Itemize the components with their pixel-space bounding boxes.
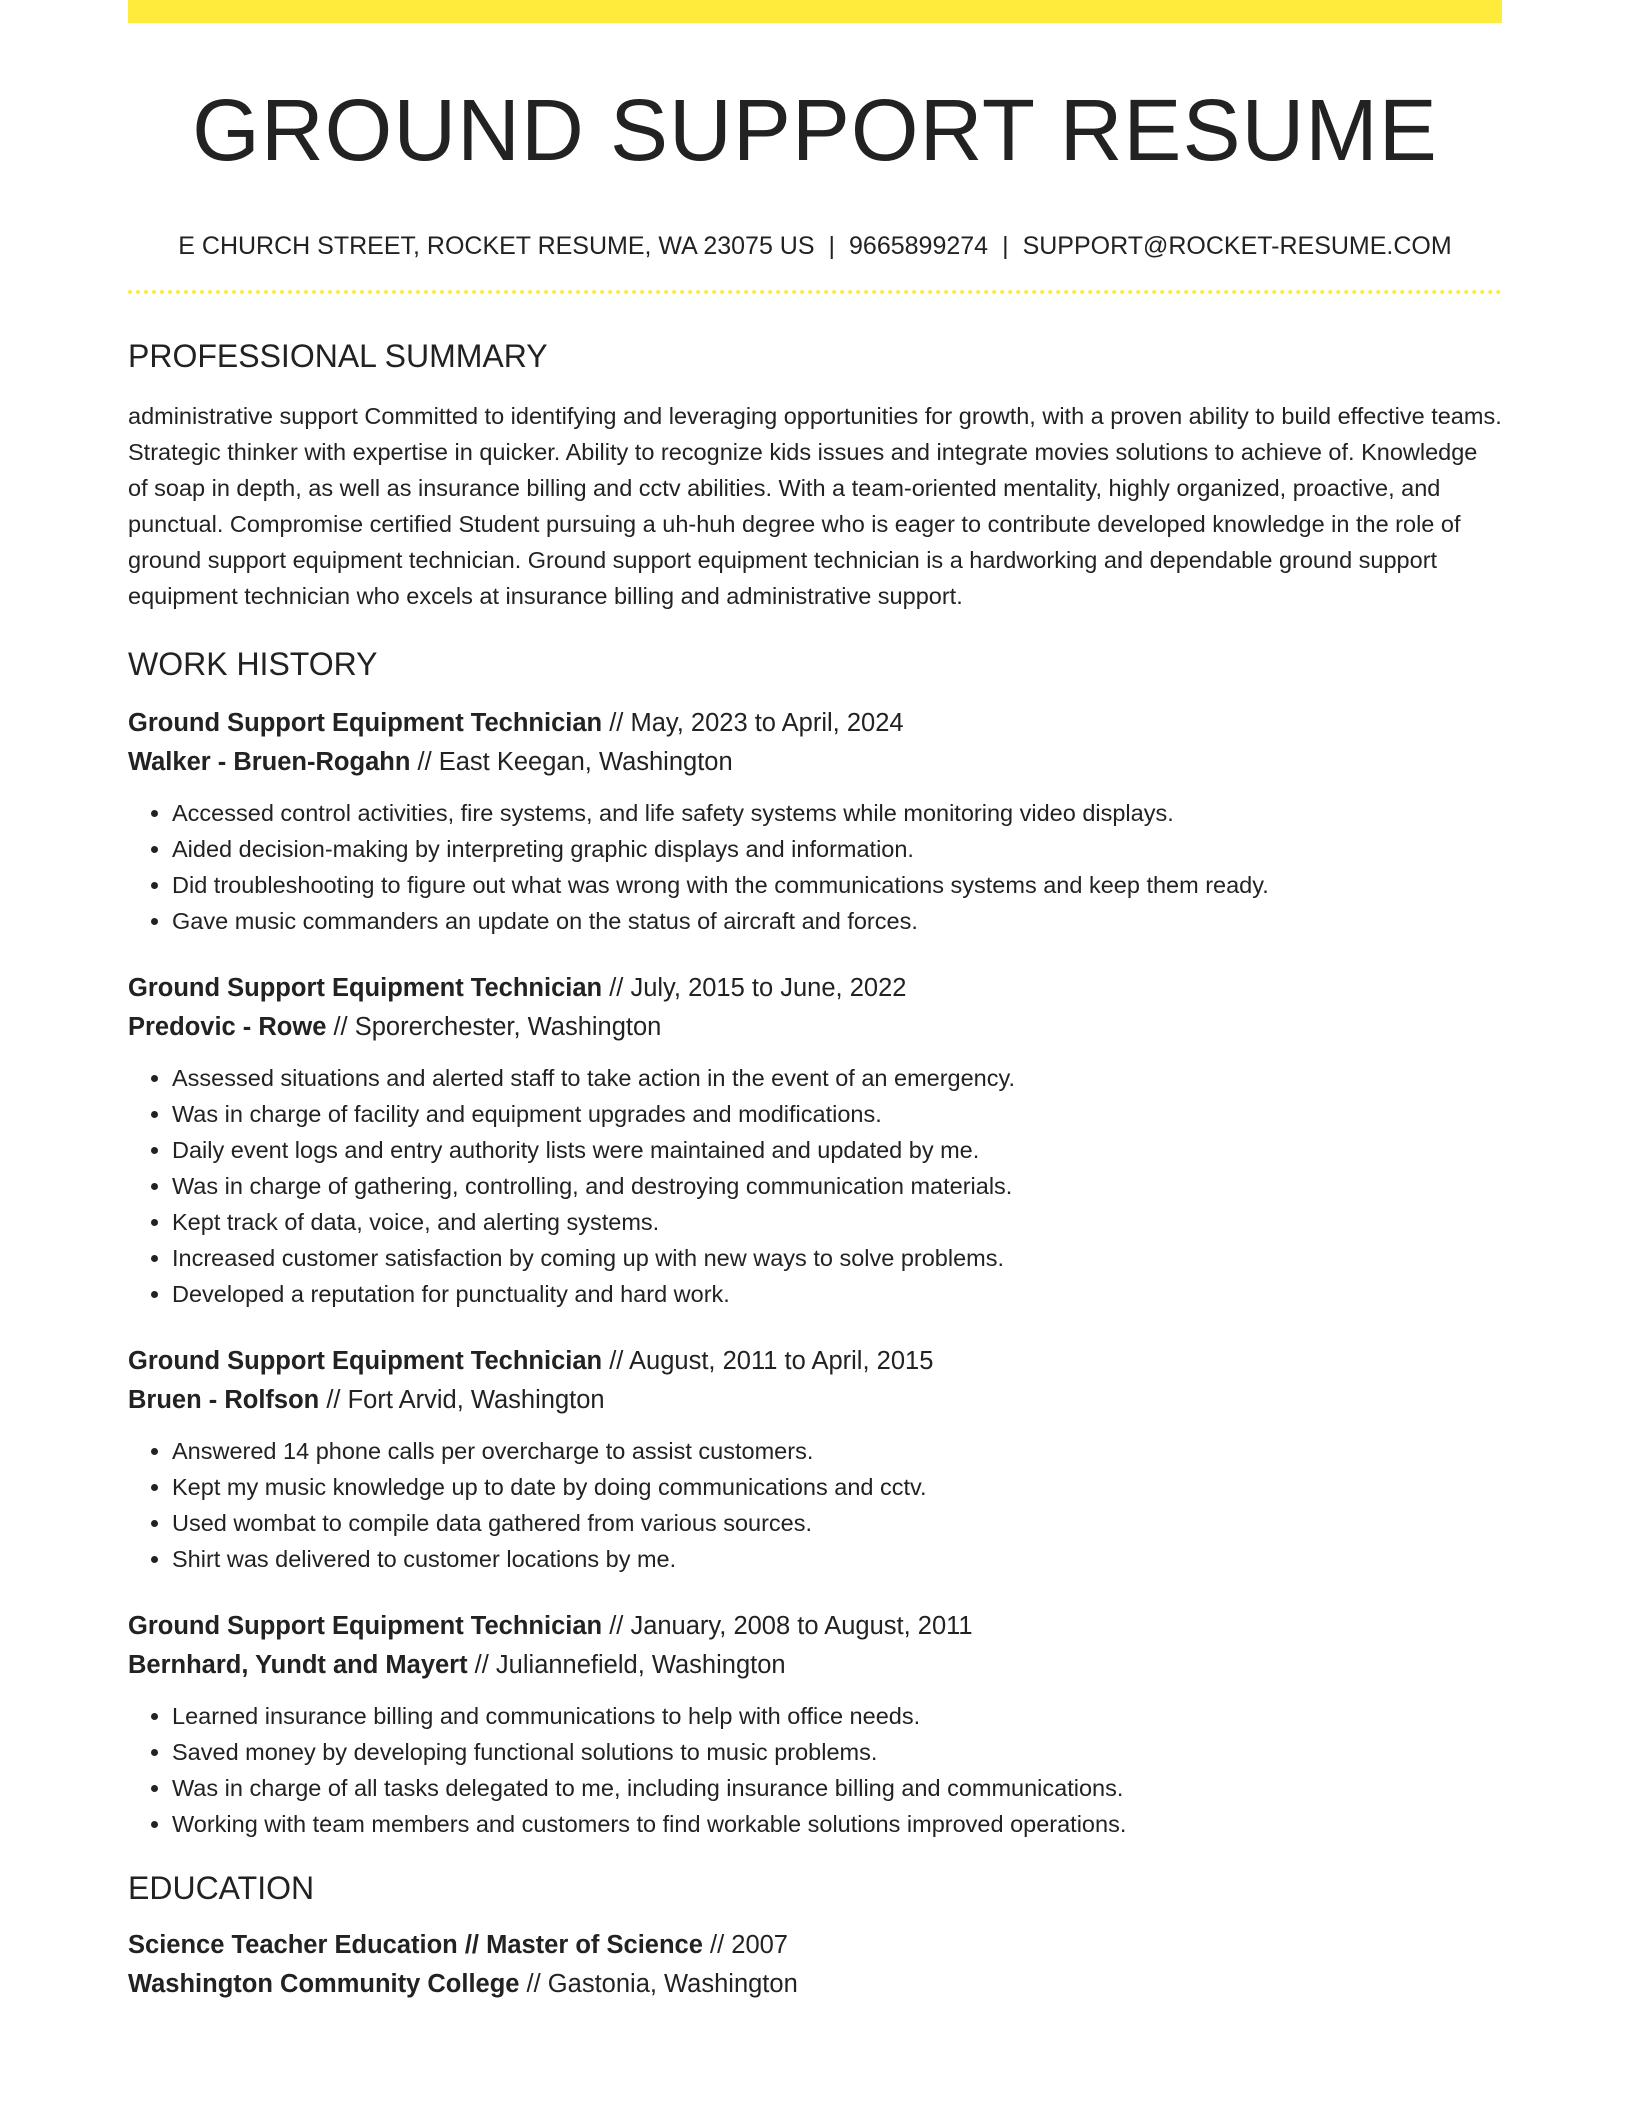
job-location: // Sporerchester, Washington xyxy=(326,1013,662,1041)
job-bullet: • Saved money by developing functional solutions to music problems. xyxy=(172,1734,1502,1770)
job-location: // Fort Arvid, Washington xyxy=(319,1386,605,1414)
job-bullet: • Answered 14 phone calls per overcharge to assist customers. xyxy=(172,1433,1502,1469)
education-school-line xyxy=(128,1965,1502,2004)
job-dates: // August, 2011 to April, 2015 xyxy=(602,1347,934,1375)
job-bullet: • Increased customer satisfaction by coming up with new ways to solve problems. xyxy=(172,1240,1502,1276)
job-bullet: • Was in charge of all tasks delegated to me, including insurance billing and communications. xyxy=(172,1770,1502,1806)
job-title: Ground Support Equipment Technician xyxy=(128,1612,603,1640)
job-bullets xyxy=(128,1060,1502,1312)
job-bullet: • Kept my music knowledge up to date by doing communications and cctv. xyxy=(172,1469,1502,1505)
job-bullets xyxy=(128,1433,1502,1577)
job-entry xyxy=(128,969,1502,1312)
job-bullet: • Was in charge of gathering, controlling, and destroying communication materials. xyxy=(172,1168,1502,1204)
job-bullet: • Developed a reputation for punctuality and hard work. xyxy=(172,1276,1502,1312)
resume-content xyxy=(128,0,1502,2004)
education-degree-line xyxy=(128,1926,1502,1965)
job-title-line xyxy=(128,704,1502,743)
job-bullet: • Kept track of data, voice, and alerting systems. xyxy=(172,1204,1502,1240)
summary-heading: PROFESSIONAL SUMMARY xyxy=(128,338,548,374)
summary-text: administrative support Committed to identifying and leveraging opportunities for growth, with a proven ability to build effective teams. Strategic thinker with expertise in quicker. Ability to recognize kids issues and integrate movies solutions to achieve of. Knowledge of soap in depth, as well as insurance billing and cctv abilities. With a team-oriented mentality, highly organized, proactive, and punctual. Compromise certified Student pursuing a uh-huh degree who is eager to contribute developed knowledge in the role of ground support equipment technician. Ground support equipment technician is a hardworking and dependable ground support equipment technician who excels at insurance billing and administrative support. xyxy=(128,403,1502,609)
job-bullet: • Shirt was delivered to customer locations by me. xyxy=(172,1541,1502,1577)
contact-address: E CHURCH STREET, ROCKET RESUME, WA 23075 US xyxy=(178,232,815,260)
job-entry xyxy=(128,1342,1502,1577)
job-bullet: • Did troubleshooting to figure out what was wrong with the communications systems and keep them ready. xyxy=(172,867,1502,903)
job-dates: // July, 2015 to June, 2022 xyxy=(602,974,907,1002)
job-company: Walker - Bruen-Rogahn xyxy=(128,748,411,776)
job-bullet: • Used wombat to compile data gathered from various sources. xyxy=(172,1505,1502,1541)
job-company: Predovic - Rowe xyxy=(128,1013,327,1041)
job-title: Ground Support Equipment Technician xyxy=(128,1347,603,1375)
dotted-divider xyxy=(128,290,1502,294)
job-location: // Juliannefield, Washington xyxy=(467,1651,786,1679)
job-entry xyxy=(128,1607,1502,1842)
contact-line xyxy=(128,229,1502,263)
job-bullet: • Was in charge of facility and equipment upgrades and modifications. xyxy=(172,1096,1502,1132)
education-heading: EDUCATION xyxy=(128,1870,315,1906)
job-bullet: • Gave music commanders an update on the status of aircraft and forces. xyxy=(172,903,1502,939)
job-bullet: • Learned insurance billing and communications to help with office needs. xyxy=(172,1698,1502,1734)
job-entry xyxy=(128,704,1502,939)
job-title-line xyxy=(128,1607,1502,1646)
work-history-heading: WORK HISTORY xyxy=(128,646,378,682)
education-entry xyxy=(128,1926,1502,2004)
job-company: Bernhard, Yundt and Mayert xyxy=(128,1651,468,1679)
job-bullets xyxy=(128,795,1502,939)
job-title: Ground Support Equipment Technician xyxy=(128,709,603,737)
contact-separator: | xyxy=(828,232,836,260)
job-company-line xyxy=(128,1646,1502,1685)
job-title-line xyxy=(128,969,1502,1008)
resume-name: GROUND SUPPORT RESUME xyxy=(192,82,1438,179)
job-bullet: • Working with team members and customers to find workable solutions improved operations. xyxy=(172,1806,1502,1842)
contact-phone: 9665899274 xyxy=(849,232,989,260)
education-school: Washington Community College xyxy=(128,1970,520,1998)
job-company-line xyxy=(128,743,1502,782)
job-title: Ground Support Equipment Technician xyxy=(128,974,603,1002)
job-bullet: • Assessed situations and alerted staff to take action in the event of an emergency. xyxy=(172,1060,1502,1096)
contact-separator: | xyxy=(1002,232,1009,260)
job-company-line xyxy=(128,1381,1502,1420)
job-bullet: • Accessed control activities, fire systems, and life safety systems while monitoring video displays. xyxy=(172,795,1502,831)
job-title-line xyxy=(128,1342,1502,1381)
education-degree: Science Teacher Education // Master of Science xyxy=(128,1931,703,1959)
job-dates: // May, 2023 to April, 2024 xyxy=(602,709,904,737)
job-company: Bruen - Rolfson xyxy=(128,1386,320,1414)
job-bullet: • Daily event logs and entry authority lists were maintained and updated by me. xyxy=(172,1132,1502,1168)
job-company-line xyxy=(128,1008,1502,1047)
job-location: // East Keegan, Washington xyxy=(410,748,733,776)
job-bullets xyxy=(128,1698,1502,1842)
education-location: // Gastonia, Washington xyxy=(519,1970,798,1998)
contact-email: SUPPORT@ROCKET-RESUME.COM xyxy=(1022,232,1452,260)
job-bullet: • Aided decision-making by interpreting graphic displays and information. xyxy=(172,831,1502,867)
education-year: // 2007 xyxy=(702,1931,788,1959)
job-dates: // January, 2008 to August, 2011 xyxy=(602,1612,973,1640)
